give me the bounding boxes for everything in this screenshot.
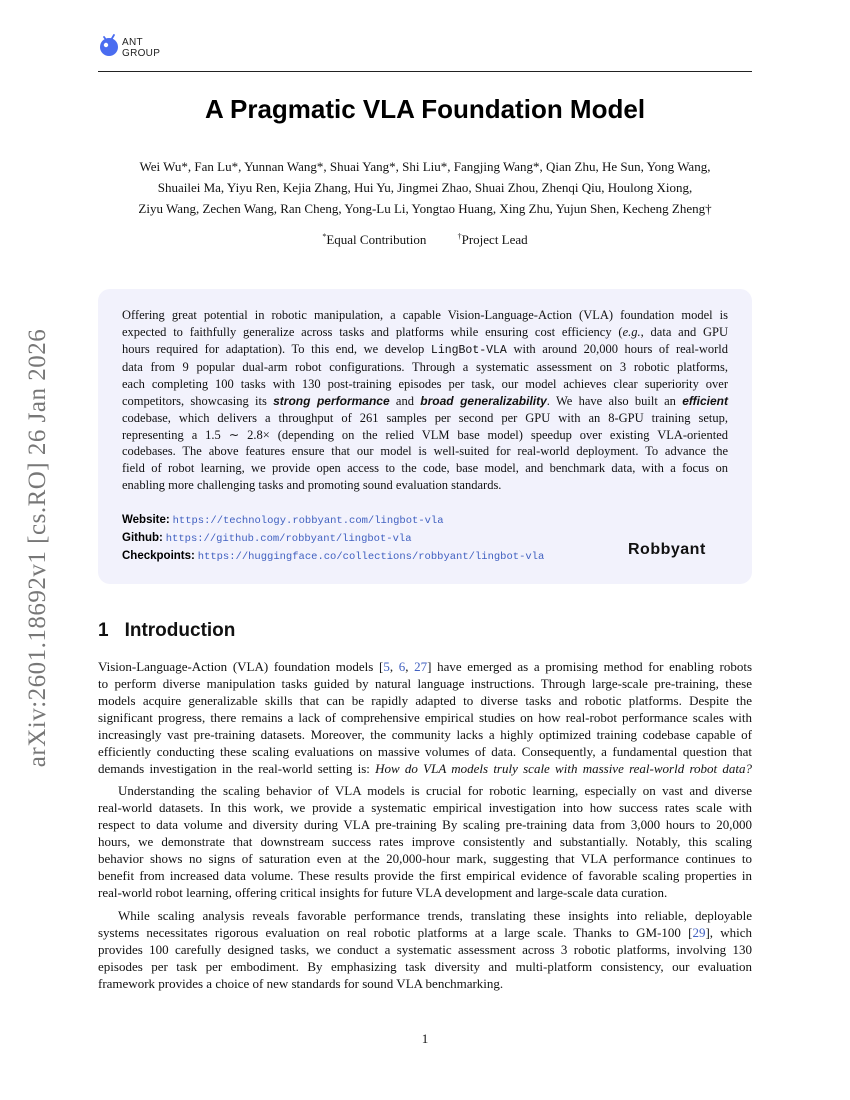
author-line: Wei Wu*, Fan Lu*, Yunnan Wang*, Shuai Yang*, Shi Liu*, Fangjing Wang*, Qian Zhu, He Sun, Yong Wang, (139, 159, 711, 174)
body-line: real-world robot learning, offering critical insights for future VLA development and large-scale data curation. (98, 885, 668, 900)
body-line (98, 760, 752, 777)
robbyant-logo: Robbyant (628, 541, 706, 558)
body-line: provides 100 carefully designed tasks, we conduct a systematic assessment across 3 robotic platforms, involving 130 (98, 942, 752, 957)
abstract-emphasis: efficient (682, 393, 728, 408)
arxiv-identifier: arXiv:2601.18692v1 [cs.RO] 26 Jan 2026 (24, 328, 51, 768)
paper-title: A Pragmatic VLA Foundation Model (204, 94, 646, 124)
website-label: Website: (122, 514, 170, 526)
checkpoints-link-row (122, 548, 544, 566)
website-link-row (122, 512, 544, 530)
body-segment: ] have emerged as a promising method for enabling robots (427, 659, 752, 674)
citation-link[interactable]: 29 (692, 925, 706, 940)
abstract-line: enabling more challenging tasks and promoting sound evaluation standards. (122, 477, 502, 492)
abstract-segment: and (389, 393, 421, 408)
author-notes (98, 232, 752, 248)
ant-group-logo (98, 30, 178, 62)
body-line: behavior shows no signs of saturation even at the 20,000-hour mark, suggesting that VLA performance continues to (98, 851, 752, 866)
abstract-segment: with around 20,000 hours of real-world (506, 341, 728, 356)
abstract-line: data from 9 popular dual-arm robot configurations. Through a systematic assessment on 3 robotic platforms, (122, 360, 728, 375)
body-line: significant progress, there remains a lack of comprehensive empirical studies on how real-robot performance scales with (98, 710, 752, 725)
abstract-line: codebases. The above features ensure that our model is well-suited for real-world deployment. To advance the (122, 444, 728, 459)
abstract-segment: expected to faithfully generalize across tasks and platforms while ensuring cost efficiency ( (122, 324, 623, 339)
abstract-line (122, 393, 728, 410)
abstract-line (122, 341, 728, 360)
github-link-row (122, 530, 544, 548)
body-line (98, 924, 752, 941)
abstract-segment: hours required for adaptation). To this end, we develop (122, 341, 431, 356)
github-link[interactable]: https://github.com/robbyant/lingbot-vla (165, 533, 412, 545)
body-line: respect to data volume and diversity during VLA pre-training By scaling pre-training data from 3,000 hours to 20,000 (98, 817, 752, 832)
intro-paragraph-1 (98, 658, 752, 777)
author-line: Ziyu Wang, Zechen Wang, Ran Cheng, Yong-Lu Li, Yongtao Huang, Xing Zhu, Yujun Shen, Kecheng Zheng† (138, 201, 712, 216)
abstract-text (122, 307, 728, 494)
citation-link[interactable]: 5 (383, 659, 390, 674)
abstract-italic: e.g. (622, 324, 641, 339)
section-number: 1 (98, 620, 109, 641)
body-line: increasingly vast pre-training datasets. Moreover, the community lacks a highly optimized training codebase capable of (98, 727, 752, 742)
model-name: LingBot-VLA (430, 343, 507, 357)
equal-contribution-note: *Equal Contribution (322, 232, 427, 247)
body-line: While scaling analysis reveals favorable performance trends, translating these insights into reliable, deployable (118, 908, 752, 923)
header-rule (98, 71, 752, 72)
abstract-emphasis: broad generalizability (420, 393, 547, 408)
section-heading (98, 620, 235, 642)
ant-group-logo-icon (98, 32, 120, 58)
abstract-segment: , data and GPU (640, 324, 728, 339)
abstract-segment: competitors, showcasing its (122, 393, 274, 408)
research-question: How do VLA models truly scale with massive real-world robot data? (375, 761, 752, 776)
body-line: efficiently conducting these scaling evaluations on massive volumes of data. Consequently, a fundamental question that (98, 744, 752, 759)
body-segment: , (389, 659, 399, 674)
section-title: Introduction (124, 620, 236, 641)
project-lead-text: Project Lead (461, 232, 528, 247)
website-link[interactable]: https://technology.robbyant.com/lingbot-vla (172, 515, 444, 527)
body-segment: ], which (705, 925, 752, 940)
resource-links (122, 512, 544, 566)
page-number: 1 (421, 1031, 429, 1046)
equal-contribution-text: Equal Contribution (326, 232, 427, 247)
body-line: hours, we demonstrate that downstream success rates improve consistently and substantially. Notably, this scaling (98, 834, 752, 849)
abstract-line: representing a 1.5 ∼ 2.8× (depending on the relied VLM base model) speedup over existing VLA-oriented (122, 427, 728, 442)
abstract-line: each completing 100 tasks with 130 post-training episodes per task, our model achieves clear superiority over (122, 377, 728, 392)
logo-text-ant: ANT (122, 37, 143, 48)
abstract-box (98, 289, 752, 584)
author-line: Shuailei Ma, Yiyu Ren, Kejia Zhang, Hui Yu, Jingmei Zhao, Shuai Zhou, Zhenqi Qiu, Houlong Xiong, (157, 180, 693, 195)
github-label: Github: (122, 532, 163, 544)
abstract-line: field of robot learning, we provide open access to the code, base model, and benchmark data, with a focus on (122, 461, 728, 476)
citation-link[interactable]: 6 (398, 659, 406, 674)
body-line: to perform diverse manipulation tasks guided by natural language instructions. Through large-scale pre-training, these (98, 676, 752, 691)
abstract-segment: . We have also built an (546, 393, 683, 408)
abstract-emphasis: strong performance (273, 393, 390, 408)
abstract-line: Offering great potential in robotic manipulation, a capable Vision-Language-Action (VLA) foundation model is (122, 308, 728, 322)
intro-paragraph-3 (98, 907, 752, 992)
logo-text-group: GROUP (122, 48, 161, 59)
abstract-line: codebase, which delivers a throughput of 261 samples per second per GPU with an 8-GPU training setup, (122, 410, 728, 425)
body-line (98, 658, 752, 675)
intro-paragraph-2 (98, 782, 752, 901)
body-line: benefit from increased data volume. These results provide the first empirical evidence of favorable scaling properties in (98, 868, 752, 883)
body-line: real-world datasets. In this work, we provide a systematic empirical investigation into how success rates scale with (98, 800, 752, 815)
abstract-line (122, 324, 728, 341)
body-segment: , (405, 659, 415, 674)
body-segment: systems necessitates rigorous evaluation on real robotic platforms at a large scale. Thanks to GM-100 [ (98, 925, 693, 940)
body-segment: demands investigation in the real-world setting is: (98, 761, 376, 776)
body-line: models acquire generalizable skills that can be rapidly adapted to diverse tasks and robotic platforms. Despite the (98, 693, 752, 708)
body-line: Understanding the scaling behavior of VLA models is crucial for robotic learning, especially on vast and diverse (118, 783, 752, 798)
author-list (98, 156, 752, 219)
citation-link[interactable]: 27 (414, 659, 428, 674)
checkpoints-label: Checkpoints: (122, 550, 195, 562)
body-segment: Vision-Language-Action (VLA) foundation models [ (98, 659, 384, 674)
body-line: episodes per task per embodiment. By emphasizing task diversity and multi-platform consistency, our evaluation (98, 959, 752, 974)
body-line: framework provides a choice of new standards for sound VLA benchmarking. (98, 976, 504, 991)
project-lead-note: †Project Lead (457, 232, 528, 247)
checkpoints-link[interactable]: https://huggingface.co/collections/robbyant/lingbot-vla (197, 551, 545, 563)
